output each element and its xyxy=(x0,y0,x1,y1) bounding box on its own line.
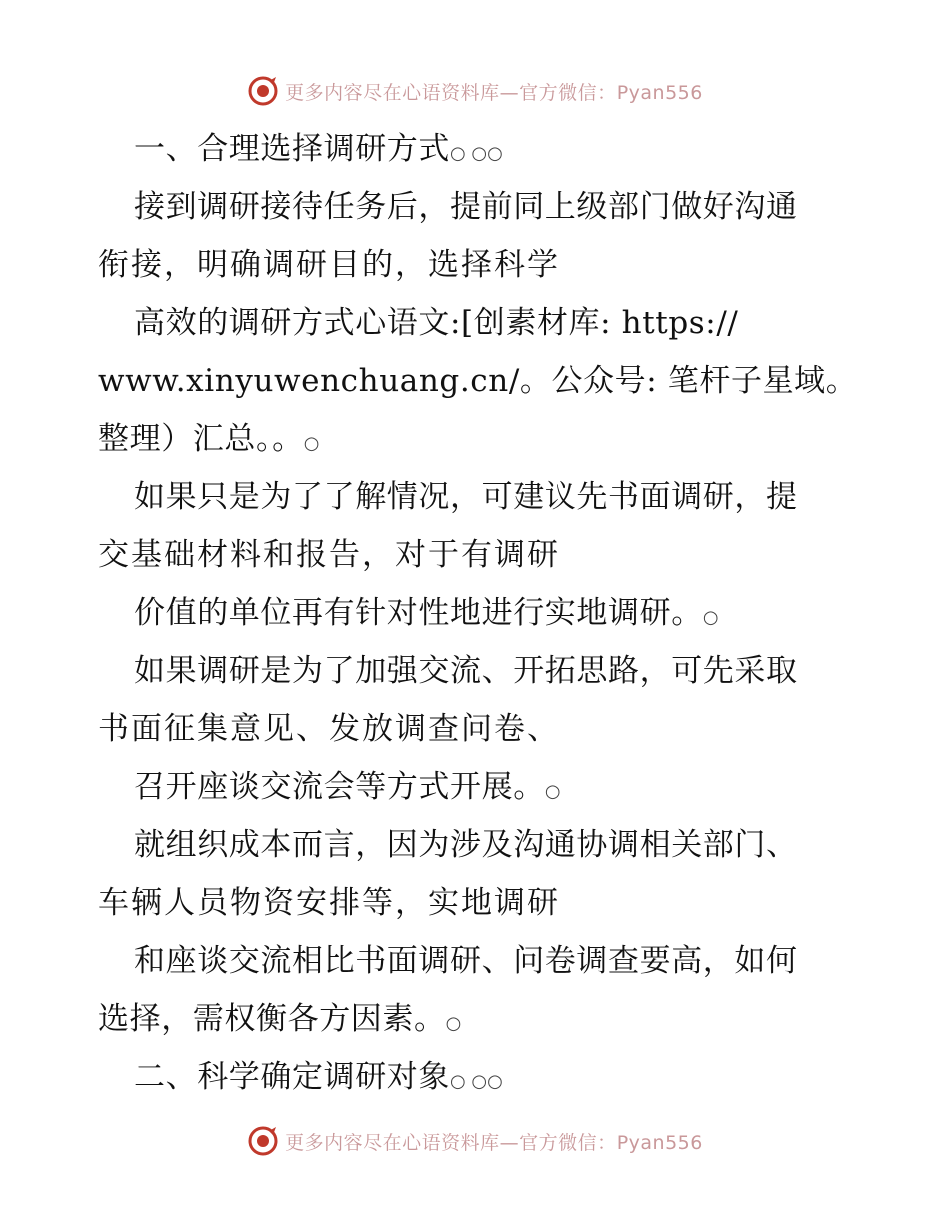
paragraph-line: 书面征集意见、发放调查问卷、 xyxy=(98,711,560,747)
document-body xyxy=(98,120,858,1106)
brand-logo-icon xyxy=(247,1125,279,1157)
paragraph-line: 就组织成本而言，因为涉及沟通协调相关部门、 xyxy=(134,827,798,863)
paragraph-line: 价值的单位再有针对性地进行实地调研。○ xyxy=(134,595,719,631)
header-banner xyxy=(0,71,950,111)
banner-text: 更多内容尽在心语资料库—官方微信：Pyan556 xyxy=(285,81,703,104)
paragraph-line: 召开座谈交流会等方式开展。○ xyxy=(134,769,561,805)
paragraph-mark: ○ xyxy=(544,781,561,802)
paragraph-line: 整理）汇总。。○ xyxy=(98,421,320,457)
paragraph-mark: ○ ○○ xyxy=(450,1071,503,1092)
footer-banner xyxy=(0,1121,950,1161)
paragraph-line: 衔接，明确调研目的，选择科学 xyxy=(98,247,560,283)
paragraph-line: www.xinyuwenchuang.cn/。公众号: 笔杆子星域。 xyxy=(98,363,858,399)
paragraph-mark: ○ xyxy=(702,607,719,628)
paragraph-mark: ○ xyxy=(303,433,320,454)
paragraph-line: 如果只是为了了解情况，可建议先书面调研，提 xyxy=(134,479,798,515)
paragraph-mark: ○ xyxy=(445,1013,462,1034)
paragraph-line: 高效的调研方式心语文:[创素材库: https:// xyxy=(134,305,739,341)
paragraph-mark: ○ ○○ xyxy=(450,143,503,164)
paragraph-line: 选择，需权衡各方因素。○ xyxy=(98,1001,462,1037)
banner-text: 更多内容尽在心语资料库—官方微信：Pyan556 xyxy=(285,1131,703,1154)
section-heading: 二、科学确定调研对象○ ○○ xyxy=(134,1059,503,1095)
paragraph-line: 和座谈交流相比书面调研、问卷调查要高，如何 xyxy=(134,943,798,979)
paragraph-line: 接到调研接待任务后，提前同上级部门做好沟通 xyxy=(134,189,798,225)
paragraph-line: 如果调研是为了加强交流、开拓思路，可先采取 xyxy=(134,653,798,689)
section-heading: 一、合理选择调研方式○ ○○ xyxy=(134,131,503,167)
paragraph-line: 车辆人员物资安排等，实地调研 xyxy=(98,885,560,921)
brand-logo-icon xyxy=(247,75,279,107)
paragraph-line: 交基础材料和报告，对于有调研 xyxy=(98,537,560,573)
